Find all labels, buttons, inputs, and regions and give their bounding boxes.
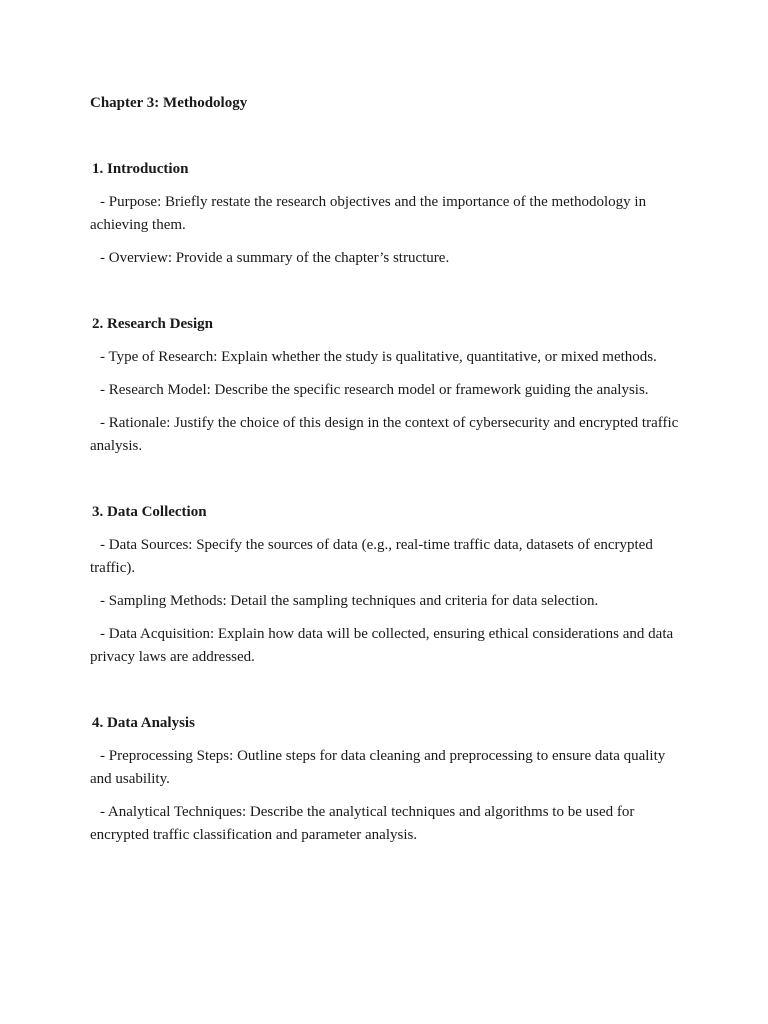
list-item: - Rationale: Justify the choice of this design in the context of cybersecurity and encrypted traffic analysis. — [90, 415, 679, 454]
list-item: - Research Model: Describe the specific research model or framework guiding the analysis. — [100, 382, 649, 398]
section-data-collection — [90, 501, 690, 669]
list-item: - Data Sources: Specify the sources of data (e.g., real-time traffic data, datasets of encrypted traffic). — [90, 537, 653, 576]
list-item: - Preprocessing Steps: Outline steps for data cleaning and preprocessing to ensure data quality and usability. — [90, 748, 666, 787]
section-research-design — [90, 313, 690, 458]
section-heading: 3. Data Collection — [92, 504, 207, 520]
list-item: - Analytical Techniques: Describe the analytical techniques and algorithms to be used for encrypted traffic classification and parameter analysis. — [90, 804, 635, 843]
list-item: - Data Acquisition: Explain how data will be collected, ensuring ethical considerations and data privacy laws are addressed. — [90, 626, 674, 665]
section-heading: 1. Introduction — [92, 161, 189, 177]
section-heading: 2. Research Design — [92, 316, 213, 332]
list-item: - Overview: Provide a summary of the chapter’s structure. — [100, 250, 450, 266]
list-item: - Sampling Methods: Detail the sampling techniques and criteria for data selection. — [100, 593, 599, 609]
chapter-title: Chapter 3: Methodology — [90, 95, 248, 111]
document-page — [90, 92, 690, 890]
list-item: - Purpose: Briefly restate the research objectives and the importance of the methodology in achieving them. — [90, 194, 647, 233]
section-heading: 4. Data Analysis — [92, 715, 195, 731]
section-introduction — [90, 158, 690, 270]
list-item: - Type of Research: Explain whether the study is qualitative, quantitative, or mixed methods. — [100, 349, 657, 365]
section-data-analysis — [90, 712, 690, 847]
